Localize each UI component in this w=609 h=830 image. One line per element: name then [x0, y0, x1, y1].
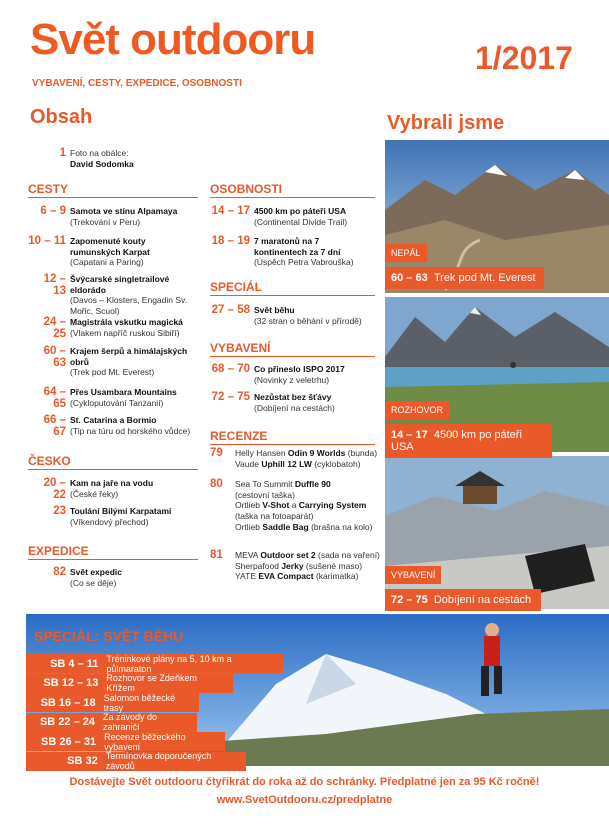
entry-page: 27 – 58	[211, 304, 250, 316]
entry-page: 24 – 25	[43, 316, 66, 340]
review-brand: Sherpafood	[235, 560, 282, 571]
running-title: SPECIÁL: SVĚT BĚHU	[34, 628, 184, 644]
subscription-text: Dostávejte Svět outdooru čtyřikrát do roka až do schránky. Předplatné jen za 95 Kč ročně!	[69, 776, 540, 788]
review-note: (karimatka)	[313, 571, 359, 582]
review-line[interactable]	[235, 561, 385, 572]
review-brand: Helly Hansen	[235, 448, 288, 458]
review-line[interactable]	[235, 511, 385, 522]
entry-page: 18 – 19	[211, 235, 250, 247]
running-title-item: Rozhovor se Zdeňkem Křížem	[106, 673, 197, 693]
review-product: Odin 9 Worlds	[287, 448, 346, 458]
entry-subtitle: (Novinky z veletrhu)	[254, 374, 330, 385]
running-page: SB 4 – 11	[50, 657, 99, 670]
section-special: SPECIÁL	[210, 281, 375, 296]
running-item[interactable]	[26, 654, 283, 673]
review-brand: Vaude	[235, 458, 262, 469]
entry-title: Samota ve stínu Alpamaya	[70, 206, 178, 216]
review-line[interactable]	[235, 500, 385, 511]
review-line[interactable]	[235, 522, 385, 533]
section-vybaveni: VYBAVENÍ	[210, 342, 375, 357]
running-page: SB 32	[67, 755, 98, 767]
entry-page: 6 – 9	[40, 205, 66, 217]
toc-entry[interactable]	[28, 206, 195, 227]
toc-entry[interactable]	[28, 346, 195, 378]
cover-name: David Sodomka	[70, 158, 134, 169]
entry-subtitle: (Vlakem napříč ruskou Sibiří)	[70, 327, 180, 338]
review-note: (sada na vaření)	[315, 550, 380, 560]
review-product: Saddle Bag	[262, 521, 309, 532]
entry-title: Kam na jaře na vodu	[70, 478, 154, 488]
photo-solar	[385, 456, 609, 609]
running-page: SB 22 – 24	[39, 716, 95, 728]
pick-link-2[interactable]	[385, 424, 552, 458]
pick-tag-1: NEPÁL	[385, 244, 427, 262]
toc-entry[interactable]	[210, 236, 374, 268]
review-page: 80	[210, 478, 223, 490]
pick-tag-3: VYBAVENÍ	[385, 566, 441, 584]
toc-entry[interactable]	[210, 305, 374, 326]
entry-title: St. Catarina a Bormio	[70, 415, 157, 425]
entry-subtitle: (Cykloputování Tanzanií)	[70, 397, 164, 408]
cover-credit	[28, 148, 134, 169]
toc-title: Obsah	[30, 106, 93, 128]
entry-subtitle: (Davos – Klosters, Engadin Sv. Mořic, Scuol)	[70, 295, 188, 316]
entry-subtitle: (České řeky)	[70, 488, 119, 499]
entry-page: 12 – 13	[43, 273, 66, 297]
review-line[interactable]	[235, 571, 385, 582]
entry-title: Magistrála vskutku magická	[70, 317, 183, 327]
entry-title: 7 maratonů na 7 kontinentech za 7 dní	[254, 236, 341, 257]
cover-label: Foto na obálce:	[70, 148, 129, 158]
entry-page: 68 – 70	[211, 363, 250, 375]
entry-title: Krajem šerpů a himálajských obrů	[70, 346, 188, 367]
entry-title: Svět expedic	[70, 567, 122, 577]
pick-link-3[interactable]	[385, 589, 541, 611]
review-note: (sušené maso)	[303, 560, 363, 571]
review-brand: MEVA	[235, 550, 261, 560]
review-note: (bunda)	[345, 448, 378, 458]
running-title-item: Termínovka doporučených závodů	[105, 751, 212, 771]
entry-subtitle: (Trek pod Mt. Everest)	[70, 367, 155, 378]
review-line[interactable]	[235, 479, 385, 490]
review-brand: (cestovní taška)	[235, 489, 295, 500]
review-product: EVA Compact	[258, 571, 314, 582]
review-product: Uphill 12 LW	[261, 458, 312, 469]
review-line[interactable]	[235, 550, 385, 561]
review-note: (cyklobatoh)	[311, 458, 361, 469]
entry-subtitle: (Trekování v Peru)	[70, 216, 141, 227]
review-product: V-Shot	[262, 500, 290, 511]
toc-entry[interactable]	[28, 478, 195, 501]
toc-entry[interactable]	[28, 506, 195, 527]
entry-page: 82	[53, 566, 66, 578]
toc-entry[interactable]	[28, 415, 195, 438]
entry-page: 10 – 11	[28, 235, 66, 247]
section-cesty: CESTY	[28, 183, 198, 198]
entry-page: 66 – 67	[43, 414, 66, 438]
review-product: Jerky	[281, 560, 304, 571]
toc-entry[interactable]	[28, 236, 195, 268]
entry-subtitle: (Continental Divide Trail)	[254, 216, 348, 227]
entry-page: 72 – 75	[211, 391, 250, 403]
review-note: (brašna na kolo)	[308, 521, 373, 532]
toc-entry[interactable]	[28, 567, 195, 588]
running-item[interactable]	[26, 752, 246, 771]
section-cesko: ČESKO	[28, 455, 198, 470]
review-group	[210, 550, 385, 582]
running-page: SB 16 – 18	[40, 696, 96, 709]
review-product: Outdoor set 2	[260, 550, 316, 560]
entry-title: Přes Usambara Mountains	[70, 387, 177, 397]
issue-number: 1/2017	[475, 40, 573, 76]
review-line[interactable]	[235, 459, 385, 470]
review-product: Duffle 90	[294, 479, 331, 489]
entry-page: 20 – 22	[43, 477, 66, 501]
toc-entry[interactable]	[28, 317, 195, 340]
review-line[interactable]	[235, 490, 385, 501]
review-brand: YATE	[235, 571, 259, 582]
picks-title: Vybrali jsme	[387, 112, 505, 134]
entry-page: 64 – 65	[43, 386, 66, 410]
review-group	[210, 448, 385, 469]
pick-tag-2: ROZHOVOR	[385, 401, 449, 419]
review-note: a	[289, 500, 299, 511]
toc-entry[interactable]	[210, 206, 374, 227]
running-title-item: Salomon běžecké trasy	[103, 692, 176, 713]
entry-subtitle: (Dobíjení na cestách)	[254, 402, 335, 413]
toc-entry[interactable]	[210, 364, 374, 385]
review-brand: Sea To Summit	[235, 479, 295, 489]
review-page: 81	[210, 549, 223, 561]
section-expedice: EXPEDICE	[28, 545, 198, 560]
entry-subtitle: (Tip na túru od horského vůdce)	[70, 425, 191, 436]
entry-page: 14 – 17	[211, 205, 250, 217]
subscription-link[interactable]: www.SvetOutdooru.cz/predplatne	[216, 794, 393, 806]
entry-page: 60 – 63	[43, 345, 66, 369]
toc-entry[interactable]	[28, 387, 195, 410]
running-page: SB 12 – 13	[43, 677, 99, 689]
section-recenze: RECENZE	[210, 430, 375, 445]
entry-title: Nezůstat bez šťávy	[254, 392, 332, 402]
running-title-item: Za závody do zahraničí	[103, 712, 158, 732]
running-title-item: Tréninkové plány na 5, 10 km a půlmaraton	[106, 653, 232, 674]
entry-title: 4500 km po páteři USA	[254, 206, 347, 216]
pick-page-1: 60 – 63	[391, 272, 428, 284]
entry-title: Svět běhu	[254, 305, 295, 315]
magazine-logo: Svět outdooru	[30, 15, 316, 64]
pick-title-1: Trek pod Mt. Everest	[433, 272, 536, 284]
pick-title-3: Dobíjení na cestách	[433, 594, 532, 606]
review-page: 79	[210, 447, 223, 459]
toc-entry[interactable]	[28, 274, 195, 317]
review-brand: Ortlieb	[235, 521, 263, 532]
running-item[interactable]	[26, 732, 225, 751]
review-product-2: Carrying System	[298, 500, 367, 511]
entry-subtitle: (Co se děje)	[70, 577, 117, 588]
toc-entry[interactable]	[210, 392, 374, 413]
entry-subtitle: (32 stran o běhání v přírodě)	[254, 315, 362, 326]
review-group	[210, 479, 385, 532]
pick-page-3: 72 – 75	[391, 594, 428, 606]
review-brand: Ortlieb	[235, 500, 263, 511]
running-item[interactable]	[26, 674, 233, 693]
entry-page: 23	[53, 505, 66, 517]
entry-subtitle: (Víkendový přechod)	[70, 516, 149, 527]
running-title-item: Recenze běžeckého vybavení	[104, 731, 186, 752]
entry-title: Švýcarské singletrailové eldorádo	[70, 274, 170, 295]
pick-link-1[interactable]	[385, 267, 544, 289]
cover-page: 1	[59, 147, 66, 159]
review-line[interactable]	[235, 448, 385, 459]
running-page: SB 26 – 31	[41, 735, 97, 748]
entry-subtitle: (Úspěch Petra Vabrouška)	[254, 257, 354, 268]
entry-title: Zapomenuté kouty rumunských Karpat	[70, 236, 150, 257]
pick-title-2: 4500 km po páteři USA	[391, 429, 522, 453]
running-item[interactable]	[26, 713, 197, 732]
entry-title: Co přineslo ISPO 2017	[254, 364, 345, 374]
running-item[interactable]	[26, 693, 199, 712]
pick-page-2: 14 – 17	[391, 429, 428, 441]
section-osobnosti: OSOBNOSTI	[210, 183, 375, 198]
magazine-tagline: VYBAVENÍ, CESTY, EXPEDICE, OSOBNOSTI	[32, 78, 242, 89]
review-brand: (taška na fotoaparát)	[235, 510, 314, 521]
entry-subtitle: (Capatani a Paring)	[70, 257, 144, 268]
entry-title: Toulání Bílými Karpatami	[70, 506, 172, 516]
